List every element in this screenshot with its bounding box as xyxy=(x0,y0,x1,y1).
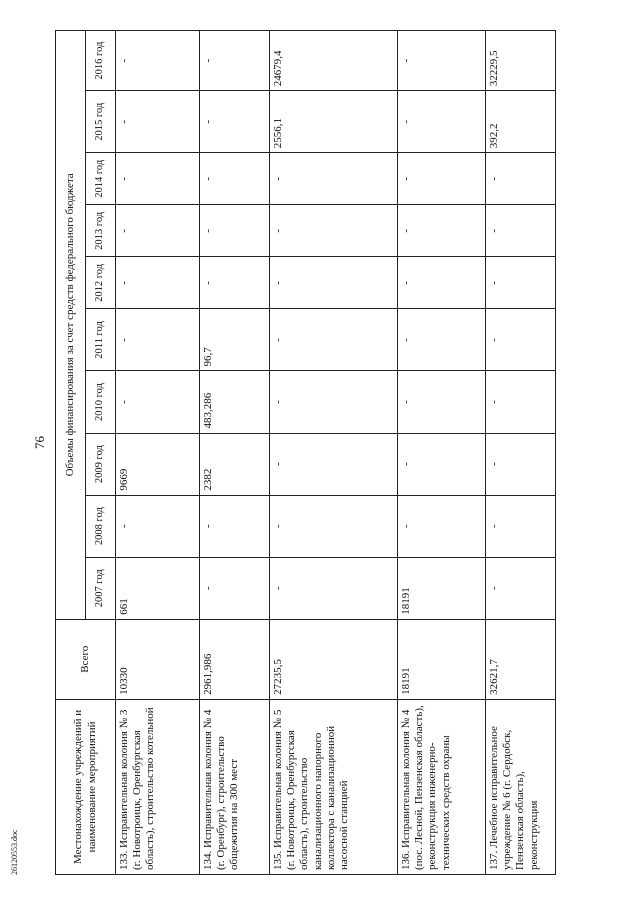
row-total: 2961,986 xyxy=(200,619,270,699)
cell-2008: - xyxy=(398,495,486,557)
table-row xyxy=(486,31,556,875)
cell-2007: - xyxy=(270,557,398,619)
header-year: 2009 год xyxy=(86,433,116,495)
cell-2014: - xyxy=(116,153,200,205)
header-year: 2007 год xyxy=(86,557,116,619)
financing-table xyxy=(55,30,556,875)
cell-2012: - xyxy=(270,257,398,309)
cell-2009: - xyxy=(270,433,398,495)
cell-2016: - xyxy=(398,31,486,91)
table-row xyxy=(200,31,270,875)
cell-2011: 96,7 xyxy=(200,309,270,371)
rotated-table-container xyxy=(55,30,615,875)
cell-2016: - xyxy=(200,31,270,91)
cell-2016: 24679,4 xyxy=(270,31,398,91)
header-year: 2012 год xyxy=(86,257,116,309)
cell-2008: - xyxy=(270,495,398,557)
header-total: Всего xyxy=(56,619,116,699)
table-row xyxy=(116,31,200,875)
row-name: 135. Исправительная колония № 5 (г. Новотроицк, Оренбургская область), строительство канализационного напорного коллектора с канализационной насосной станцией xyxy=(270,699,398,874)
cell-2008: - xyxy=(200,495,270,557)
row-name: 134. Исправительная колония № 4 (г. Оренбург), строительство общежития на 300 мест xyxy=(200,699,270,874)
row-total: 10330 xyxy=(116,619,200,699)
header-year: 2010 год xyxy=(86,371,116,433)
cell-2008: - xyxy=(116,495,200,557)
cell-2009: - xyxy=(486,433,556,495)
header-financing-group: Объемы финансирования за счет средств федерального бюджета xyxy=(56,31,86,620)
cell-2011: - xyxy=(270,309,398,371)
cell-2014: - xyxy=(398,153,486,205)
cell-2010: - xyxy=(116,371,200,433)
cell-2007: 661 xyxy=(116,557,200,619)
cell-2008: - xyxy=(486,495,556,557)
row-name: 137. Лечебное исправительное учреждение № 6 (г. Сердобск, Пензенская область), реконструкция xyxy=(486,699,556,874)
row-name: 133. Исправительная колония № 3 (г. Новотроицк, Оренбургская область), строительство котельной xyxy=(116,699,200,874)
cell-2009: 2382 xyxy=(200,433,270,495)
cell-2014: - xyxy=(200,153,270,205)
cell-2013: - xyxy=(200,205,270,257)
row-name: 136. Исправительная колония № 4 (пос. Лесной, Пензенская область), реконструкция инженерно-технических средств охраны xyxy=(398,699,486,874)
cell-2010: 483,286 xyxy=(200,371,270,433)
cell-2013: - xyxy=(398,205,486,257)
cell-2011: - xyxy=(398,309,486,371)
cell-2016: - xyxy=(116,31,200,91)
cell-2010: - xyxy=(486,371,556,433)
cell-2016: 32229,5 xyxy=(486,31,556,91)
cell-2012: - xyxy=(116,257,200,309)
cell-2015: - xyxy=(398,91,486,153)
cell-2012: - xyxy=(486,257,556,309)
header-year: 2008 год xyxy=(86,495,116,557)
cell-2007: - xyxy=(486,557,556,619)
cell-2012: - xyxy=(200,257,270,309)
cell-2014: - xyxy=(270,153,398,205)
header-year: 2011 год xyxy=(86,309,116,371)
page-number: 76 xyxy=(32,436,47,449)
cell-2007: 18191 xyxy=(398,557,486,619)
table-row xyxy=(270,31,398,875)
cell-2011: - xyxy=(116,309,200,371)
cell-2015: - xyxy=(116,91,200,153)
cell-2015: - xyxy=(200,91,270,153)
footer-document-code: 26120553.doc xyxy=(10,829,19,875)
header-year: 2014 год xyxy=(86,153,116,205)
row-total: 32621,7 xyxy=(486,619,556,699)
cell-2013: - xyxy=(486,205,556,257)
header-year: 2016 год xyxy=(86,31,116,91)
cell-2013: - xyxy=(270,205,398,257)
header-year: 2013 год xyxy=(86,205,116,257)
cell-2011: - xyxy=(486,309,556,371)
cell-2015: 2556,1 xyxy=(270,91,398,153)
table-row xyxy=(398,31,486,875)
cell-2014: - xyxy=(486,153,556,205)
cell-2009: 9669 xyxy=(116,433,200,495)
cell-2013: - xyxy=(116,205,200,257)
cell-2010: - xyxy=(398,371,486,433)
cell-2009: - xyxy=(398,433,486,495)
cell-2010: - xyxy=(270,371,398,433)
cell-2007: - xyxy=(200,557,270,619)
cell-2015: 392,2 xyxy=(486,91,556,153)
row-total: 27235,5 xyxy=(270,619,398,699)
header-year: 2015 год xyxy=(86,91,116,153)
header-location: Местонахождение учреждений и наименование мероприятий xyxy=(56,699,116,874)
row-total: 18191 xyxy=(398,619,486,699)
cell-2012: - xyxy=(398,257,486,309)
